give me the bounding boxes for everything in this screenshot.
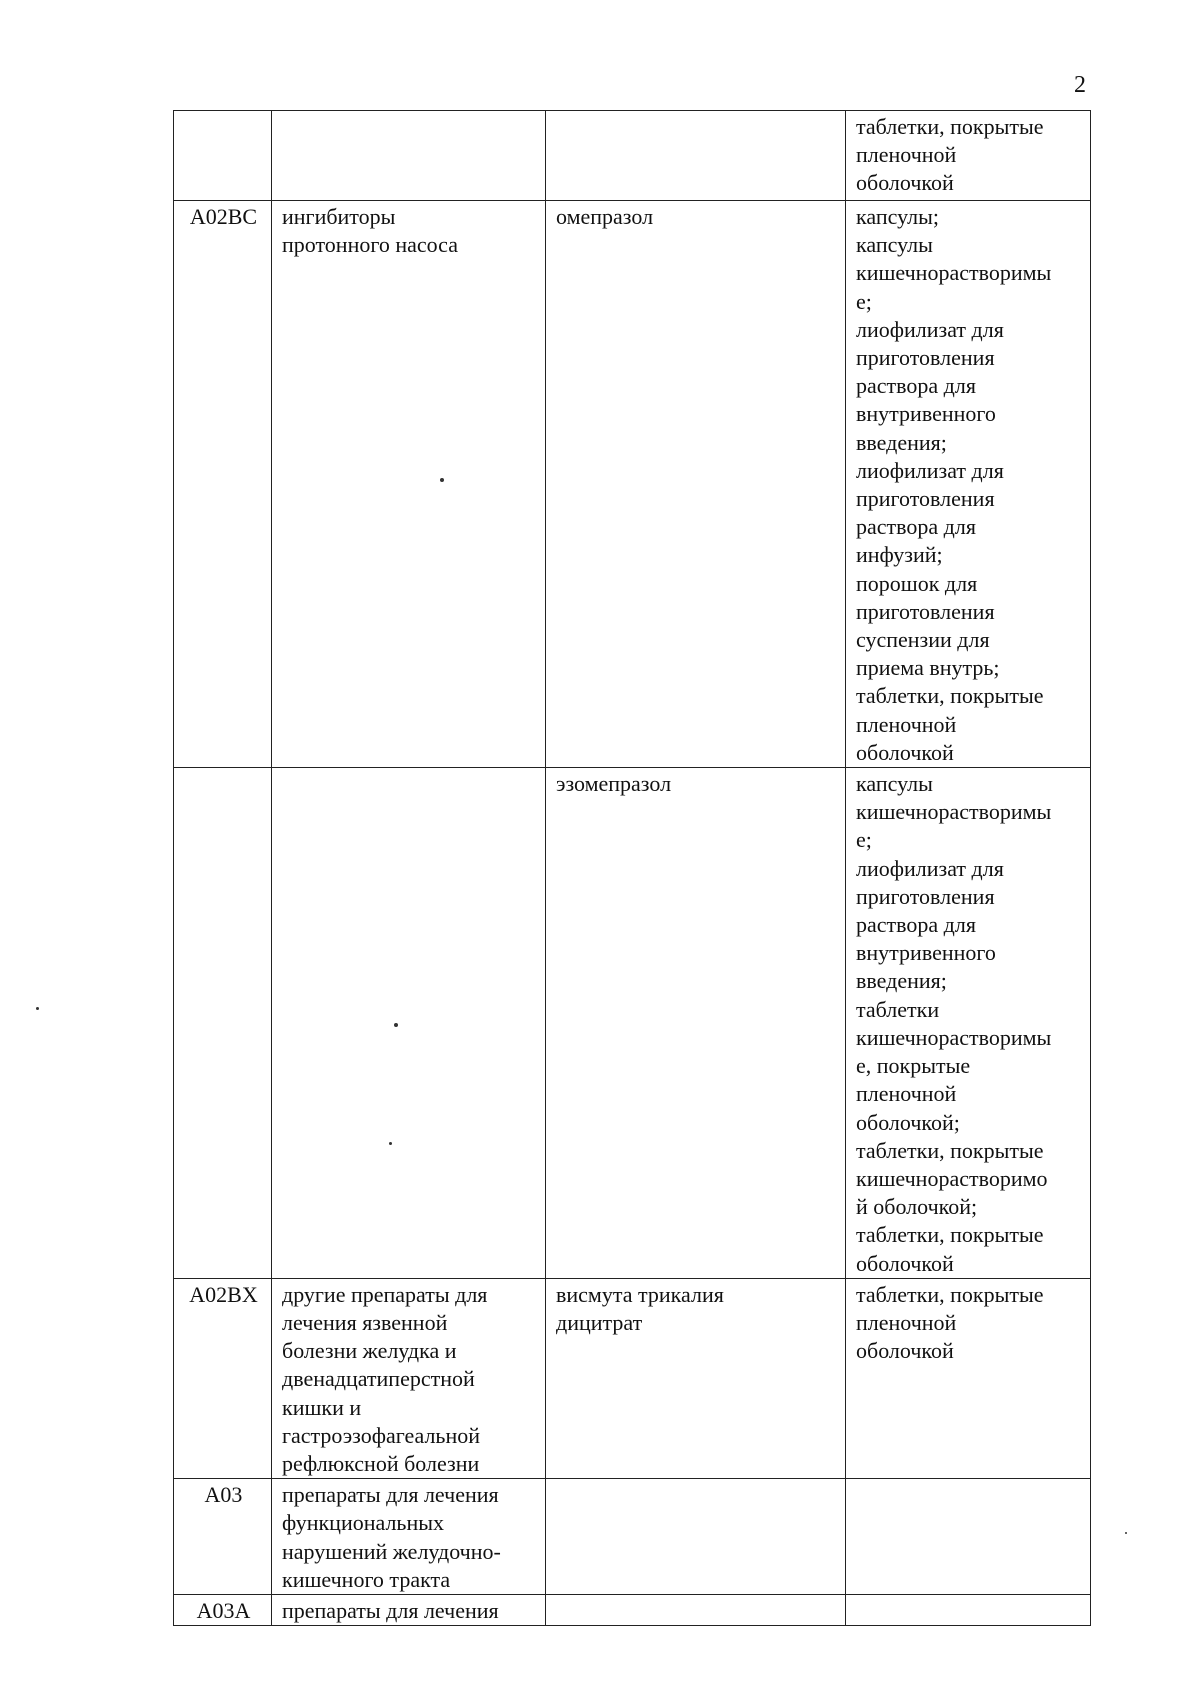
cell-text-line: нарушений желудочно-: [282, 1538, 501, 1564]
cell-text-line: препараты для лечения: [282, 1482, 499, 1508]
atc-code-cell: [174, 768, 272, 1279]
cell-text-line: кишечного тракта: [282, 1566, 451, 1592]
cell-text: A03A: [196, 1597, 251, 1623]
cell-text-line: капсулы: [856, 232, 933, 258]
dosage-forms-cell: [846, 768, 1091, 1279]
cell-text-line: раствора для: [856, 514, 976, 540]
cell-text-line: оболочкой: [856, 170, 954, 196]
cell-text-line: порошок для: [856, 570, 978, 596]
cell-text-line: пленочной: [856, 1081, 957, 1107]
cell-text-line: кишечнорастворимы: [856, 260, 1052, 286]
cell-text-line: е;: [856, 827, 872, 853]
drug-name-cell: [546, 1479, 846, 1595]
cell-text-line: оболочкой: [856, 1338, 954, 1364]
group-name-cell: [272, 768, 546, 1279]
drug-name-cell: [546, 768, 846, 1279]
cell-text-line: капсулы;: [856, 204, 939, 229]
cell-text-line: таблетки, покрытые: [856, 1137, 1044, 1163]
scan-speck: [1125, 1532, 1127, 1534]
cell-text-line: раствора для: [856, 912, 976, 938]
cell-text-line: пленочной: [856, 1309, 957, 1335]
cell-text-line: й оболочкой;: [856, 1194, 978, 1220]
cell-text-line: таблетки, покрытые: [856, 683, 1044, 709]
atc-code-cell: [174, 1278, 272, 1478]
cell-text-line: суспензии для: [856, 627, 990, 653]
cell-text-line: внутривенного: [856, 940, 996, 966]
dosage-forms-cell: [846, 1278, 1091, 1478]
cell-text-line: введения;: [856, 429, 947, 455]
dosage-forms-cell: [846, 201, 1091, 768]
group-name-cell: [272, 1278, 546, 1478]
cell-text-line: таблетки, покрытые: [856, 114, 1044, 139]
cell-text-line: приготовления: [856, 598, 995, 624]
cell-text-line: препараты для лечения: [282, 1597, 499, 1623]
cell-text-line: функциональных: [282, 1510, 445, 1536]
cell-text-line: эзомепразол: [556, 771, 672, 797]
cell-text-line: дицитрат: [556, 1309, 643, 1335]
cell-text-line: висмута трикалия: [556, 1281, 724, 1307]
cell-text-line: омепразол: [556, 204, 654, 229]
cell-text-line: пленочной: [856, 142, 957, 168]
cell-text-line: кишечнорастворимо: [856, 1165, 1048, 1191]
scan-speck: [36, 1007, 39, 1010]
group-name-cell: [272, 111, 546, 201]
dosage-forms-cell: [846, 1594, 1091, 1625]
atc-code-cell: [174, 1594, 272, 1625]
dosage-forms-cell: [846, 111, 1091, 201]
group-name-cell: [272, 1594, 546, 1625]
cell-text-line: раствора для: [856, 373, 976, 399]
cell-text-line: инфузий;: [856, 542, 943, 568]
drug-name-cell: [546, 1278, 846, 1478]
cell-text-line: внутривенного: [856, 401, 996, 427]
cell-text-line: двенадцатиперстной: [282, 1366, 475, 1392]
cell-text-line: лечения язвенной: [282, 1309, 448, 1335]
drug-name-cell: [546, 1594, 846, 1625]
cell-text-line: лиофилизат для: [856, 855, 1004, 881]
scan-speck: [440, 478, 444, 482]
cell-text-line: таблетки, покрытые: [856, 1222, 1044, 1248]
cell-text-line: оболочкой: [856, 739, 954, 765]
cell-text-line: болезни желудка и: [282, 1338, 457, 1364]
table-row: [174, 1594, 1091, 1625]
group-name-cell: [272, 201, 546, 768]
table-row: [174, 768, 1091, 1279]
cell-text-line: е, покрытые: [856, 1053, 971, 1079]
atc-code-cell: [174, 111, 272, 201]
cell-text-line: пленочной: [856, 711, 957, 737]
cell-text-line: таблетки, покрытые: [856, 1281, 1044, 1307]
cell-text: A03: [204, 1482, 243, 1508]
cell-text-line: лиофилизат для: [856, 457, 1004, 483]
cell-text: A02BX: [189, 1281, 258, 1307]
cell-text-line: приема внутрь;: [856, 655, 1000, 681]
cell-text-line: введения;: [856, 968, 947, 994]
cell-text: A02BC: [189, 204, 258, 229]
drug-name-cell: [546, 111, 846, 201]
table-row: [174, 111, 1091, 201]
cell-text-line: кишечнорастворимы: [856, 1024, 1052, 1050]
cell-text-line: протонного насоса: [282, 232, 458, 258]
cell-text-line: приготовления: [856, 486, 995, 512]
table-row: [174, 1479, 1091, 1595]
atc-code-cell: [174, 201, 272, 768]
table-row: [174, 1278, 1091, 1478]
atc-code-cell: [174, 1479, 272, 1595]
cell-text-line: кишечнорастворимы: [856, 799, 1052, 825]
cell-text-line: оболочкой;: [856, 1109, 960, 1135]
page-number: 2: [1074, 72, 1086, 98]
cell-text-line: кишки и: [282, 1394, 362, 1420]
cell-text-line: таблетки: [856, 996, 940, 1022]
cell-text-line: лиофилизат для: [856, 316, 1004, 342]
group-name-cell: [272, 1479, 546, 1595]
dosage-forms-cell: [846, 1479, 1091, 1595]
cell-text-line: капсулы: [856, 771, 933, 797]
cell-text-line: ингибиторы: [282, 204, 396, 229]
cell-text-line: е;: [856, 288, 872, 314]
drug-name-cell: [546, 201, 846, 768]
scan-speck: [389, 1142, 392, 1145]
drug-table: [173, 110, 1091, 1626]
table-row: [174, 201, 1091, 768]
cell-text-line: рефлюксной болезни: [282, 1450, 480, 1476]
cell-text-line: оболочкой: [856, 1250, 954, 1276]
cell-text-line: приготовления: [856, 345, 995, 371]
scan-speck: [394, 1023, 398, 1027]
cell-text-line: другие препараты для: [282, 1281, 488, 1307]
cell-text-line: приготовления: [856, 883, 995, 909]
cell-text-line: гастроэзофагеальной: [282, 1422, 481, 1448]
